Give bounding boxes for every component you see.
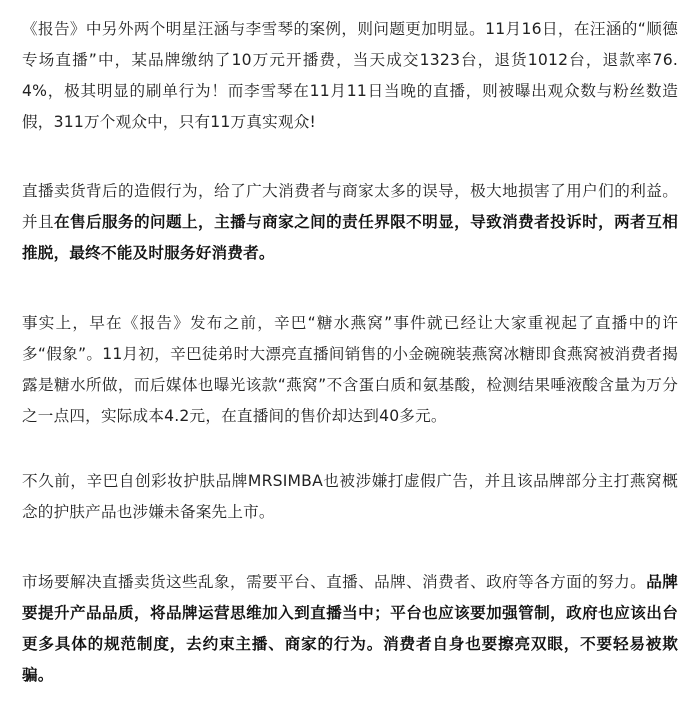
paragraph-market-solution [22, 567, 678, 691]
paragraph-text: 《报告》中另外两个明星汪涵与李雪琴的案例，则问题更加明显。11月16日，在汪涵的“顺德专场直播”中，某品牌缴纳了10万元开播费，当天成交1323台，退货1012台，退款率76.4%，极其明显的刷单行为！而李雪琴在11月11日当晚的直播，则被曝出观众数与粉丝数造假，311万个观众中，只有11万真实观众! [22, 20, 678, 131]
paragraph-text: 不久前，辛巴自创彩妆护肤品牌MRSIMBA也被涉嫌打虚假广告，并且该品牌部分主打燕窝概念的护肤产品也涉嫌未备案先上市。 [22, 472, 678, 521]
paragraph-bold-text: 在售后服务的问题上，主播与商家之间的责任界限不明显，导致消费者投诉时，两者互相推脱，最终不能及时服务好消费者。 [22, 213, 678, 262]
paragraph-text: 事实上，早在《报告》发布之前，辛巴“糖水燕窝”事件就已经让大家重视起了直播中的许多“假象”。11月初，辛巴徒弟时大漂亮直播间销售的小金碗碗装燕窝冰糖即食燕窝被消费者揭露是糖水所做，而后媒体也曝光该款“燕窝”不含蛋白质和氨基酸，检测结果唾液酸含量为万分之一点四，实际成本4.2元，在直播间的售价却达到40多元。 [22, 314, 678, 425]
paragraph-bold-text: 品牌要提升产品品质，将品牌运营思维加入到直播当中；平台也应该要加强管制，政府也应该出台更多具体的规范制度，去约束主播、商家的行为。消费者自身也要擦亮双眼，不要轻易被欺骗。 [22, 573, 678, 684]
paragraph-text: 市场要解决直播卖货这些乱象，需要平台、直播、品牌、消费者、政府等各方面的努力。 [22, 573, 647, 591]
paragraph-text: 直播卖货背后的造假行为，给了广大消费者与商家太多的误导，极大地损害了用户们的利益。并且 [22, 182, 678, 231]
paragraph-xinba-bird-nest [22, 308, 678, 432]
paragraph-mrsimba-brand [22, 466, 678, 528]
paragraph-fraud-impact [22, 176, 678, 269]
paragraph-wang-han-li-xueqin-case [22, 14, 678, 138]
